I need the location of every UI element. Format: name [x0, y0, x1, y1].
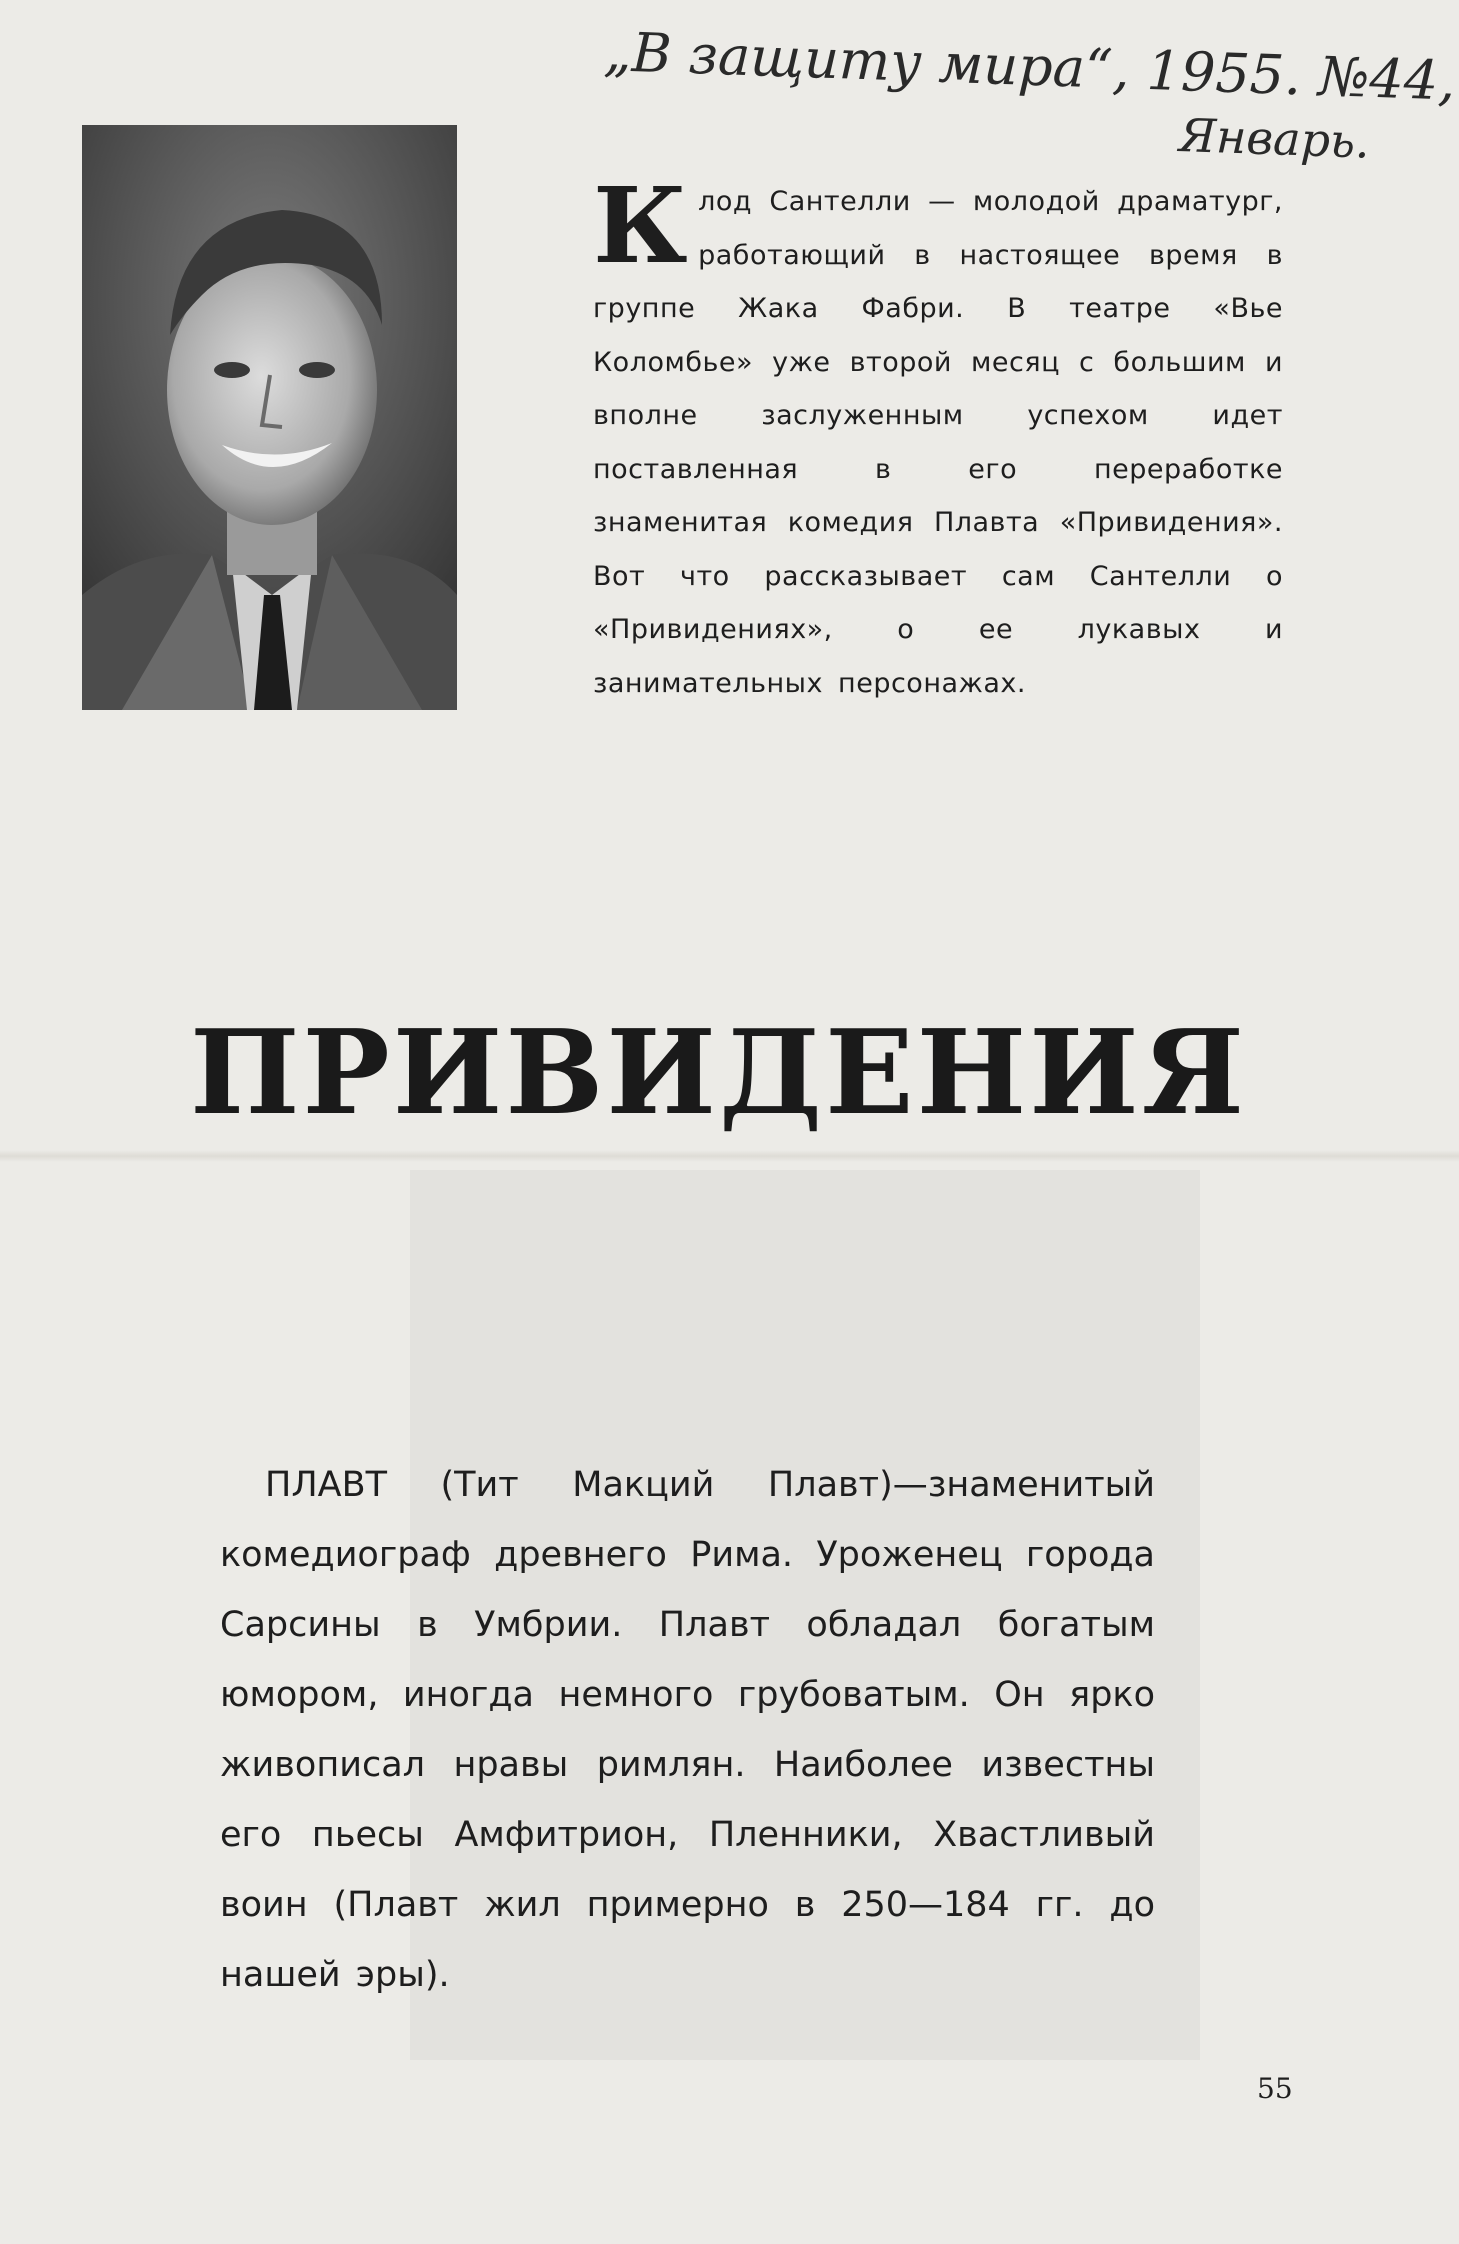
portrait-illustration: [82, 125, 457, 710]
page-fold: [0, 1150, 1459, 1162]
handwritten-note-line-1: „В защиту мира“, 1955. №44,: [602, 20, 1457, 113]
handwritten-note-line-2: Январь.: [1178, 108, 1371, 169]
drop-cap: К: [593, 164, 689, 287]
article-title: ПРИВИДЕНИЯ: [190, 1005, 1248, 1141]
author-portrait-photo: [82, 125, 457, 710]
intro-text: лод Сантелли — молодой драматург, работающий в настоящее время в группе Жака Фабри. В театре «Вье Коломбье» уже второй месяц с большим и вполне заслуженным успехом идет поставленная в его переработке знаменитая комедия Плавта «Привидения». Вот что рассказывает сам Сантелли о «Привидениях», о ее лукавых и занимательных персонажах.: [593, 186, 1283, 699]
page-number: 55: [1257, 2072, 1293, 2105]
plautus-bio-paragraph: ПЛАВТ (Тит Макций Плавт)—знаменитый комедиограф древнего Рима. Уроженец города Сарсины в Умбрии. Плавт обладал богатым юмором, иногда немного грубоватым. Он ярко живописал нравы римлян. Наиболее известны его пьесы Амфитрион, Пленники, Хвастливый воин (Плавт жил примерно в 250—184 гг. до нашей эры).: [220, 1465, 1155, 1995]
intro-paragraph: [593, 164, 1283, 710]
